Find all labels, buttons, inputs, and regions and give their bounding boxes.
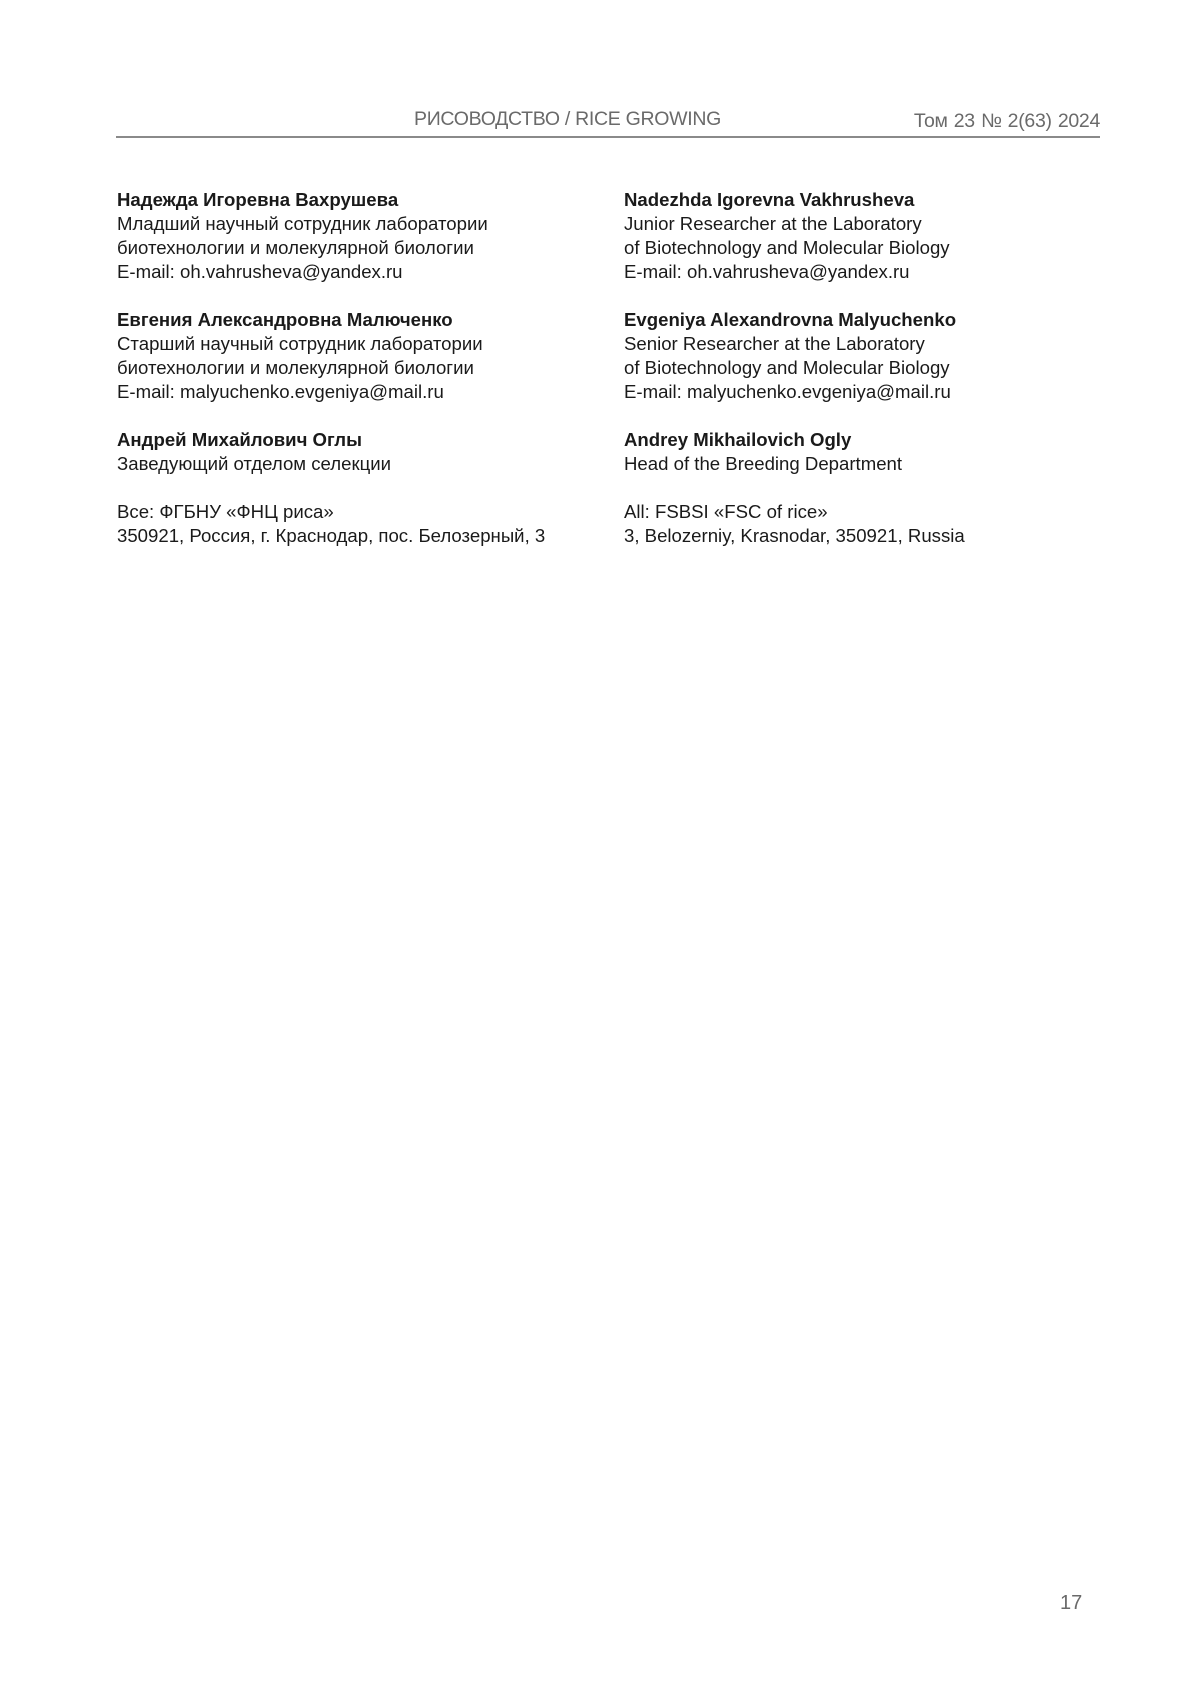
author-email: E-mail: malyuchenko.evgeniya@mail.ru — [117, 381, 444, 402]
author-position: of Biotechnology and Molecular Biology — [624, 357, 950, 378]
authors-column-russian — [117, 188, 607, 572]
author-name: Nadezhda Igorevna Vakhrusheva — [624, 189, 915, 210]
author-email: E-mail: oh.vahrusheva@yandex.ru — [117, 261, 403, 282]
author-name: Evgeniya Alexandrovna Malyuchenko — [624, 309, 957, 330]
author-position: Head of the Breeding Department — [624, 453, 903, 474]
author-position: Senior Researcher at the Laboratory — [624, 333, 925, 354]
affiliation-block — [117, 500, 607, 548]
author-email: E-mail: malyuchenko.evgeniya@mail.ru — [624, 381, 951, 402]
author-name: Евгения Александровна Малюченко — [117, 309, 453, 330]
author-position: биотехнологии и молекулярной биологии — [117, 237, 474, 258]
author-name: Надежда Игоревна Вахрушева — [117, 189, 399, 210]
author-position: Старший научный сотрудник лаборатории — [117, 333, 483, 354]
affiliation-block — [624, 500, 1100, 548]
address: 3, Belozerniy, Krasnodar, 350921, Russia — [624, 525, 965, 546]
author-name: Андрей Михайлович Оглы — [117, 429, 362, 450]
issue-info: Том 23 № 2(63) 2024 — [913, 110, 1100, 132]
author-position: Младший научный сотрудник лаборатории — [117, 213, 488, 234]
affiliation: Все: ФГБНУ «ФНЦ риса» — [117, 501, 334, 522]
author-block — [117, 428, 607, 476]
authors-column-english — [624, 188, 1100, 572]
affiliation: All: FSBSI «FSC of rice» — [624, 501, 828, 522]
journal-title: РИСОВОДСТВО / RICE GROWING — [414, 108, 721, 130]
page-number: 17 — [1060, 1592, 1083, 1614]
author-block — [117, 188, 607, 284]
author-position: Заведующий отделом селекции — [117, 453, 392, 474]
address: 350921, Россия, г. Краснодар, пос. Белозерный, 3 — [117, 525, 546, 546]
author-name: Andrey Mikhailovich Ogly — [624, 429, 852, 450]
author-block — [624, 308, 1100, 404]
author-position: of Biotechnology and Molecular Biology — [624, 237, 950, 258]
author-block — [624, 188, 1100, 284]
author-block — [624, 428, 1100, 476]
author-position: биотехнологии и молекулярной биологии — [117, 357, 474, 378]
author-position: Junior Researcher at the Laboratory — [624, 213, 922, 234]
author-email: E-mail: oh.vahrusheva@yandex.ru — [624, 261, 910, 282]
author-block — [117, 308, 607, 404]
running-header — [116, 106, 1100, 138]
